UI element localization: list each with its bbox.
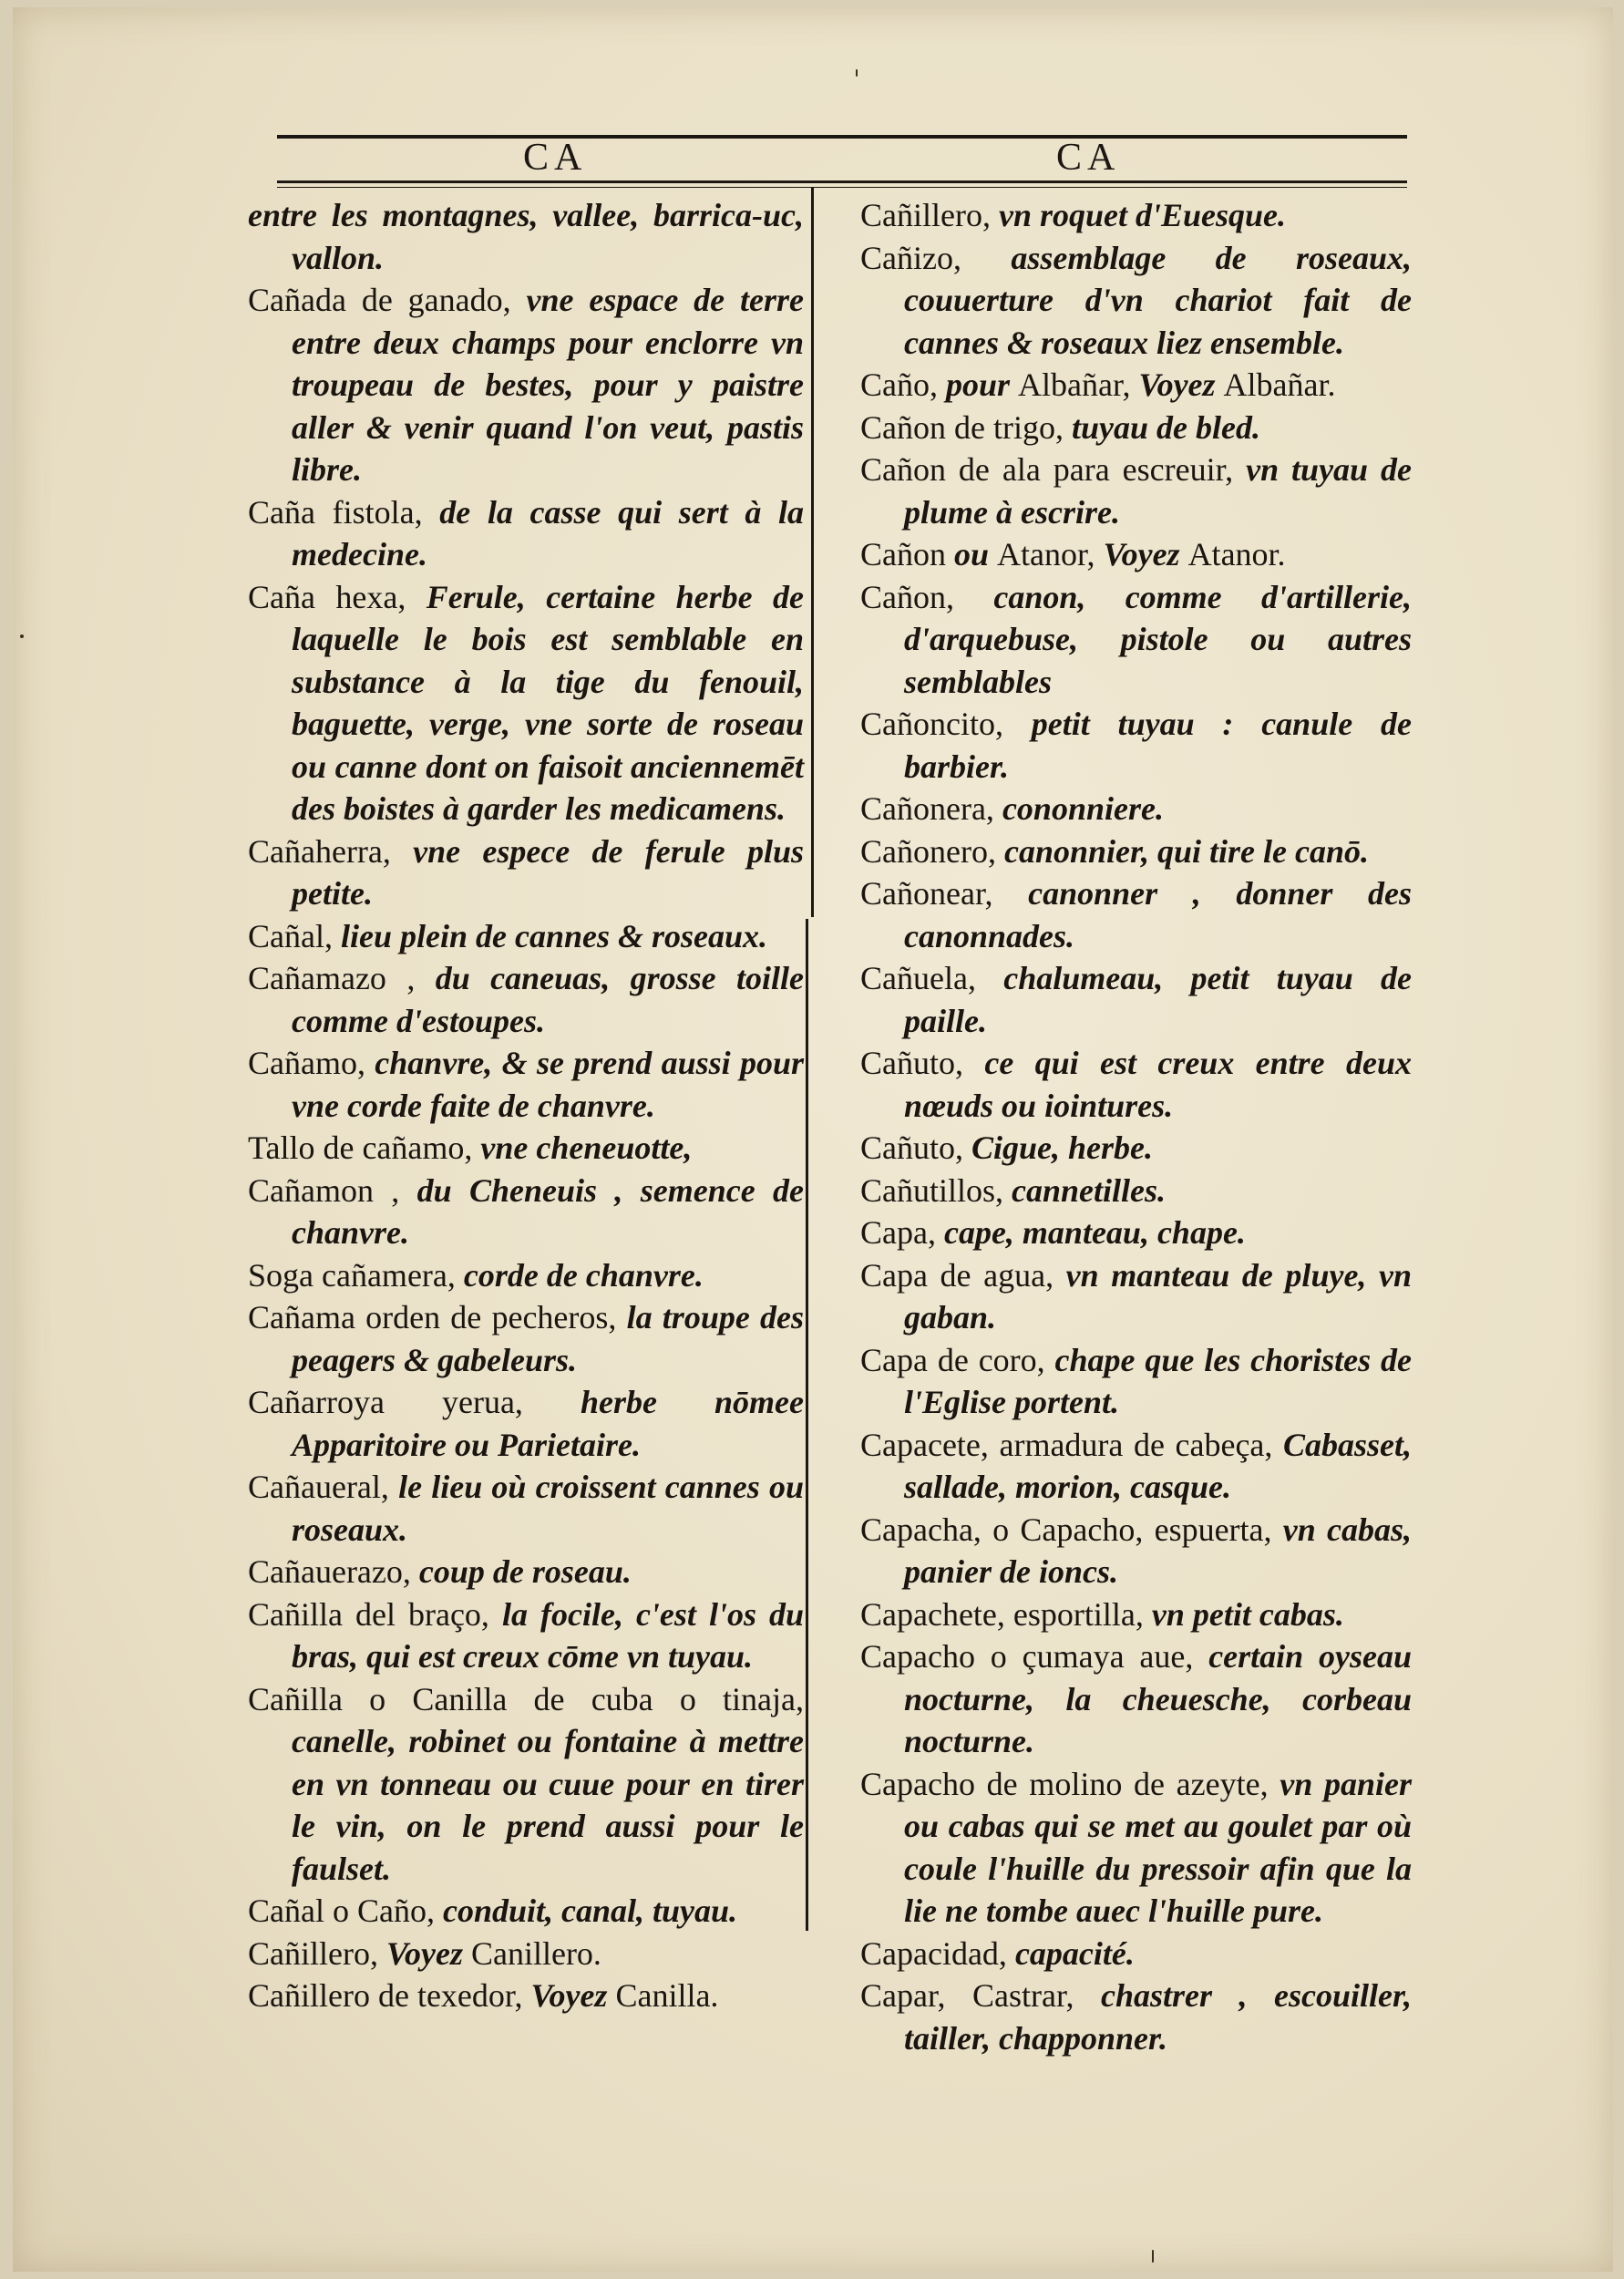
entry-definition: ce qui est creux entre deux nœuds ou iointures. [904,1045,1412,1124]
entry-headword: Cañamo, [248,1045,375,1081]
dictionary-entry [248,1551,804,1593]
dictionary-entry [248,1890,804,1933]
entry-headword: Cañauerazo, [248,1553,419,1590]
dictionary-entry [860,1424,1412,1509]
dictionary-entry [248,1975,804,2017]
entry-headword: Atanor. [1187,536,1286,572]
dictionary-entry [860,1254,1412,1339]
entry-headword: Caño, [860,366,946,403]
entry-headword: Cañaueral, [248,1469,399,1505]
dictionary-entry [248,1170,804,1254]
margin-speck [20,634,24,638]
entry-headword: Capar, Castrar, [860,1977,1102,2014]
dictionary-entry [248,576,804,830]
dictionary-entry [860,1339,1412,1424]
entry-headword: Cañillero, [860,197,999,233]
entry-definition: vne espece de ferule plus petite. [292,832,804,912]
entry-definition: corde de chanvre. [463,1256,704,1294]
margin-speck [856,69,858,77]
dictionary-entry [860,1509,1412,1593]
entry-headword: Cañilla o Canilla de cuba o tinaja, [248,1680,804,1717]
entry-definition: cononniere. [1002,790,1164,827]
entry-headword: Cañarroya yerua, [248,1384,581,1420]
entry-headword: Cañaherra, [248,832,414,870]
entry-headword: Albañar, [1018,366,1139,403]
dictionary-entry [860,533,1412,576]
entry-headword: Cañuto, [860,1129,971,1166]
entry-headword: Caña fistola, [248,493,440,531]
dictionary-entry [860,788,1412,830]
entry-definition: du caneuas, grosse toille comme d'estoupes. [292,960,804,1039]
column-divider-lower [806,919,808,1931]
entry-definition: chastrer , escouiller, tailler, chapponner. [904,1977,1412,2057]
entry-definition: vn cabas, panier de ioncs. [904,1511,1412,1590]
entry-definition: Cabasset, sallade, morion, casque. [904,1426,1412,1505]
entry-headword: Cañizo, [860,239,1012,276]
entry-definition: vn petit cabas. [1151,1595,1344,1633]
entry-headword: Cañillero de texedor, [248,1977,531,2014]
entry-definition: petit tuyau : canule de barbier. [904,706,1412,785]
entry-headword: Albañar. [1223,366,1336,403]
entry-headword: Cañon [860,536,954,572]
dictionary-entry [248,194,804,279]
entry-headword: Cañilla del braço, [248,1595,502,1633]
entry-definition: certain oyseau nocturne, la cheuesche, corbeau nocturne. [904,1638,1413,1759]
entry-headword: Cañon de trigo, [860,408,1072,446]
dictionary-entry [248,1254,804,1297]
entry-headword: Soga cañamera, [248,1256,464,1294]
entry-headword: Canilla. [615,1977,719,2014]
margin-speck [1152,2250,1154,2263]
dictionary-entry [860,449,1412,533]
dictionary-entry [860,194,1412,237]
entry-headword: Cañamazo , [248,960,436,996]
left-column [248,194,804,2017]
dictionary-entry [860,1975,1412,2059]
header-rule [277,135,1407,139]
entry-definition: canon, comme d'artillerie, d'arquebuse, pistole ou autres semblables [904,578,1412,700]
entry-definition: lieu plein de cannes & roseaux. [340,917,768,954]
dictionary-entry [860,703,1412,788]
dictionary-entry [248,957,804,1042]
entry-definition: canonner , donner des canonnades. [904,875,1412,954]
dictionary-entry [860,957,1412,1042]
entry-headword: Cañonear, [860,875,1029,912]
entry-definition: chanvre, & se prend aussi pour vne corde faite de chanvre. [292,1045,804,1124]
entry-definition: de la casse qui sert à la medecine. [292,493,804,572]
dictionary-entry [248,1127,804,1170]
entry-definition: herbe nōmee Apparitoire ou Parietaire. [292,1384,805,1463]
entry-definition: canonnier, qui tire le canō. [1003,832,1370,870]
entry-headword: Capacho de molino de azeyte, [860,1765,1280,1802]
entry-headword: Capacha, o Capacho, espuerta, [860,1511,1283,1548]
entry-definition: tuyau de bled. [1071,408,1260,446]
dictionary-entry [860,1763,1412,1933]
entry-definition: pour [946,366,1019,403]
dictionary-entry [248,1042,804,1127]
dictionary-entry [248,279,804,491]
entry-definition: vne cheneuotte, [480,1129,693,1166]
entry-headword: Cañama orden de pecheros, [248,1299,627,1335]
dictionary-entry [248,915,804,958]
entry-definition: coup de roseau. [418,1553,632,1590]
entry-headword: Capa, [860,1214,944,1251]
dictionary-entry [860,1593,1412,1636]
entry-definition: Voyez [1103,536,1188,572]
entry-headword: Capa de agua, [860,1256,1066,1294]
entry-definition: Cigue, herbe. [971,1129,1154,1166]
dictionary-entry [248,1296,804,1381]
dictionary-entry [248,1678,804,1891]
header-underline [277,180,1407,183]
dictionary-entry [860,1042,1412,1127]
header-underline-thin [277,187,1407,188]
right-column [860,194,1412,2059]
entry-definition: Voyez [385,1934,471,1972]
entry-definition: vne espace de terre entre deux champs pour enclorre vn troupeau de bestes, pour y paistre aller & venir quand l'on veut, pastis libre. [292,282,804,488]
dictionary-entry [248,491,804,576]
entry-headword: Cañon de ala para escreuir, [860,451,1247,488]
entry-definition: Voyez [530,1977,616,2014]
entry-definition: conduit, canal, tuyau. [442,1892,738,1929]
column-divider-upper [811,188,814,917]
entry-definition: canelle, robinet ou fontaine à mettre en vn tonneau ou cuue pour en tirer le vin, on le prend aussi pour le faulset. [292,1723,804,1887]
entry-headword: Cañonera, [860,790,1002,827]
dictionary-entry [860,1212,1412,1254]
entry-definition: capacité. [1014,1934,1135,1972]
dictionary-entry [248,830,804,915]
dictionary-entry [860,237,1412,365]
dictionary-entry [860,1933,1412,1975]
entry-definition: du Cheneuis , semence de chanvre. [292,1171,804,1251]
entry-headword: Cañon, [860,578,994,615]
dictionary-entry [248,1381,804,1466]
entry-headword: Capa de coro, [860,1341,1055,1378]
entry-definition: vn tuyau de plume à escrire. [904,451,1412,531]
entry-headword: Canillero. [470,1934,601,1972]
entry-definition: vn roquet d'Euesque. [998,197,1287,233]
entry-definition: la troupe des peagers & gabeleurs. [292,1299,804,1378]
entry-headword: Cañamon , [248,1171,417,1209]
entry-definition: vn manteau de pluye, vn gaban. [904,1256,1413,1335]
entry-headword: Cañal, [248,917,341,954]
entry-headword: Tallo de cañamo, [248,1129,481,1166]
entry-headword: Cañonero, [860,832,1004,870]
entry-definition: assemblage de roseaux, couuerture d'vn chariot fait de cannes & roseaux liez ensemble. [904,239,1412,361]
entry-headword: Cañutillos, [860,1171,1012,1209]
dictionary-entry [248,1466,804,1551]
running-head-left: CA [523,137,588,179]
entry-headword: Cañoncito, [860,706,1032,742]
entry-definition: vn panier ou cabas qui se met au goulet par où coule l'huille du pressoir afin que la lie ne tombe auec l'huille pure. [904,1765,1413,1929]
entry-definition: la focile, c'est l'os du bras, qui est creux cōme vn tuyau. [292,1595,804,1675]
entry-headword: Capacete, armadura de cabeça, [860,1426,1283,1463]
entry-headword: Cañada de ganado, [248,282,527,318]
dictionary-entry [860,1127,1412,1170]
dictionary-entry [860,1635,1412,1763]
dictionary-entry [248,1593,804,1678]
entry-definition: chape que les choristes de l'Eglise portent. [904,1341,1412,1420]
entry-headword: Caña hexa, [248,578,427,615]
dictionary-entry [860,407,1412,449]
entry-definition: entre les montagnes, vallee, barrica-uc, vallon. [248,197,804,276]
dictionary-entry [860,576,1412,704]
dictionary-entry [860,830,1412,873]
entry-headword: Atanor, [997,536,1104,572]
entry-headword: Cañillero, [248,1934,386,1972]
dictionary-entry [860,364,1412,407]
entry-definition: cannetilles. [1012,1171,1167,1209]
entry-headword: Cañal o Caño, [248,1892,443,1929]
entry-definition: chalumeau, petit tuyau de paille. [904,960,1413,1039]
entry-headword: Cañuto, [860,1045,985,1081]
entry-definition: Voyez [1138,366,1224,403]
entry-definition: Ferule, certaine herbe de laquelle le bois est semblable en substance à la tige du fenouil, baguette, verge, vne sorte de roseau ou canne dont on faisoit anciennemēt des boistes à garder les medicamens. [292,578,804,827]
dictionary-entry [248,1933,804,1975]
book-page [13,7,1613,2272]
entry-headword: Capachete, esportilla, [860,1595,1152,1633]
entry-headword: Capacho o çumaya aue, [860,1638,1209,1675]
entry-definition: cape, manteau, chape. [943,1214,1246,1251]
entry-headword: Cañuela, [860,960,1004,996]
entry-headword: Capacidad, [860,1934,1015,1972]
dictionary-entry [860,872,1412,957]
entry-definition: le lieu où croissent cannes ou roseaux. [292,1469,804,1548]
running-head-right: CA [1056,137,1121,179]
dictionary-entry [860,1170,1412,1212]
entry-definition: ou [954,536,998,572]
